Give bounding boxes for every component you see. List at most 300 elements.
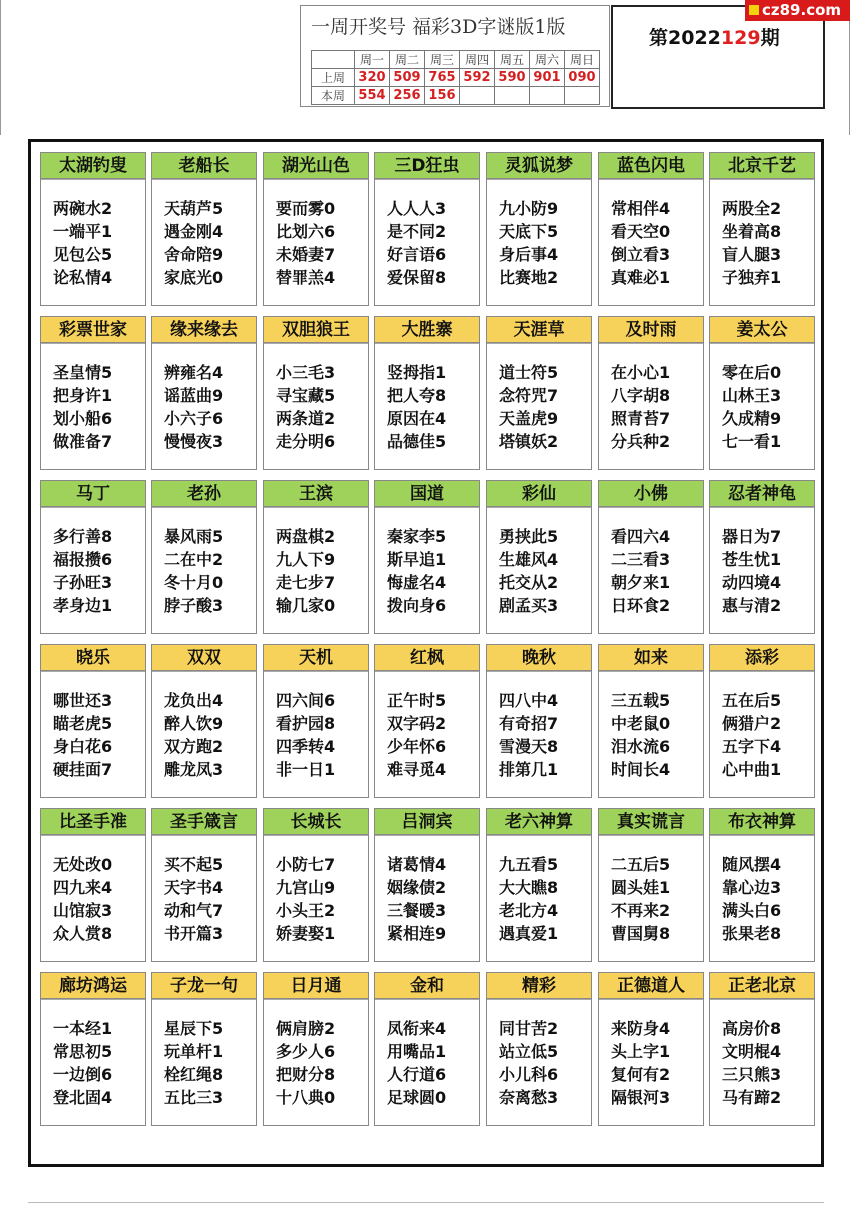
riddle-line: 头上字1 [611, 1042, 671, 1061]
riddle-line: 五在后5 [722, 691, 782, 710]
predictor-card [263, 152, 369, 306]
predictor-name: 大胜寨 [375, 317, 479, 343]
riddle-line: 走七步7 [276, 573, 336, 592]
riddle-line: 替罪羔4 [276, 268, 336, 287]
riddle-line: 正午时5 [387, 691, 447, 710]
predictor-card [598, 316, 704, 470]
predictor-card [40, 808, 146, 962]
riddle-line: 玩单杆1 [164, 1042, 224, 1061]
site-logo[interactable] [745, 0, 850, 21]
predictor-card [486, 480, 592, 634]
predictor-card [151, 316, 257, 470]
row-label: 本周 [312, 87, 355, 105]
predictor-name: 姜太公 [710, 317, 814, 343]
day-label: 周一 [355, 51, 390, 69]
predictor-name: 湖光山色 [264, 153, 368, 179]
issue-suffix: 期 [760, 27, 780, 49]
riddle-lines [264, 507, 368, 633]
riddle-lines [487, 999, 591, 1125]
issue-prefix: 第2022 [649, 27, 721, 49]
riddle-line: 一边倒6 [53, 1065, 113, 1084]
draw-number: 765 [425, 69, 460, 87]
predictor-card [598, 644, 704, 798]
riddle-line: 心中曲1 [722, 760, 782, 779]
riddle-line: 把人夸8 [387, 386, 447, 405]
riddle-line: 人人人3 [387, 199, 447, 218]
predictor-name: 北京千艺 [710, 153, 814, 179]
riddle-line: 复何有2 [611, 1065, 671, 1084]
riddle-line: 子孙旺3 [53, 573, 113, 592]
header-title: 一周开奖号 福彩3D字谜版1版 [311, 16, 566, 38]
predictor-card [263, 644, 369, 798]
riddle-line: 诸葛情4 [387, 855, 447, 874]
riddle-lines [152, 343, 256, 469]
riddle-line: 硬挂面7 [53, 760, 113, 779]
riddle-line: 坐着高8 [722, 222, 782, 241]
riddle-line: 天盖虎9 [499, 409, 559, 428]
predictor-name: 双胆狼王 [264, 317, 368, 343]
riddle-lines [375, 671, 479, 797]
riddle-line: 看四六4 [611, 527, 671, 546]
riddle-lines [41, 507, 145, 633]
riddle-line: 朝夕来1 [611, 573, 671, 592]
riddle-line: 二五后5 [611, 855, 671, 874]
riddle-line: 少年怀6 [387, 737, 447, 756]
predictor-card [263, 480, 369, 634]
riddle-lines [264, 671, 368, 797]
predictor-name: 日月通 [264, 973, 368, 999]
riddle-line: 家底光0 [164, 268, 224, 287]
predictor-name: 子龙一句 [152, 973, 256, 999]
riddle-line: 苍生忧1 [722, 550, 782, 569]
riddle-line: 一端平1 [53, 222, 113, 241]
riddle-line: 好言语6 [387, 245, 447, 264]
riddle-line: 见包公5 [53, 245, 113, 264]
riddle-lines [41, 343, 145, 469]
riddle-line: 照青苔7 [611, 409, 671, 428]
riddle-line: 器日为7 [722, 527, 782, 546]
predictor-card [486, 644, 592, 798]
riddle-line: 看护园8 [276, 714, 336, 733]
riddle-line: 四季转4 [276, 737, 336, 756]
predictor-name: 缘来缘去 [152, 317, 256, 343]
riddle-line: 有奇招7 [499, 714, 559, 733]
predictor-card [374, 152, 480, 306]
riddle-line: 拨向身6 [387, 596, 447, 615]
riddle-line: 五比三3 [164, 1088, 224, 1107]
riddle-line: 文明棍4 [722, 1042, 782, 1061]
this-week-row [312, 87, 600, 105]
riddle-line: 道士符5 [499, 363, 559, 382]
riddle-lines [487, 507, 591, 633]
riddle-line: 娇妻娶1 [276, 924, 336, 943]
day-label: 周六 [530, 51, 565, 69]
riddle-lines [264, 835, 368, 961]
predictor-card [598, 480, 704, 634]
predictor-card [486, 972, 592, 1126]
predictor-name: 正老北京 [710, 973, 814, 999]
riddle-lines [152, 835, 256, 961]
draw-number [530, 87, 565, 105]
riddle-line: 难寻觅4 [387, 760, 447, 779]
riddle-line: 动四境4 [722, 573, 782, 592]
bottom-divider [28, 1202, 824, 1203]
predictor-card [40, 152, 146, 306]
riddle-line: 孝身边1 [53, 596, 113, 615]
riddle-line: 爱保留8 [387, 268, 447, 287]
riddle-line: 二在中2 [164, 550, 224, 569]
predictor-card [709, 152, 815, 306]
predictor-name: 及时雨 [599, 317, 703, 343]
riddle-line: 品德佳5 [387, 432, 447, 451]
predictor-name: 灵狐说梦 [487, 153, 591, 179]
draw-number: 554 [355, 87, 390, 105]
riddle-line: 是不同2 [387, 222, 447, 241]
riddle-line: 三五载5 [611, 691, 671, 710]
predictor-card [374, 316, 480, 470]
riddle-line: 三餐暖3 [387, 901, 447, 920]
riddle-line: 人行道6 [387, 1065, 447, 1084]
predictor-card [151, 808, 257, 962]
riddle-line: 圆头娃1 [611, 878, 671, 897]
predictor-card [374, 480, 480, 634]
riddle-line: 老北方4 [499, 901, 559, 920]
riddle-line: 七一看1 [722, 432, 782, 451]
draw-number: 156 [425, 87, 460, 105]
riddle-lines [710, 671, 814, 797]
riddle-lines [487, 835, 591, 961]
predictor-card [263, 316, 369, 470]
riddle-line: 凤衔来4 [387, 1019, 447, 1038]
riddle-line: 大大瞧8 [499, 878, 559, 897]
riddle-line: 输几家0 [276, 596, 336, 615]
riddle-line: 天字书4 [164, 878, 224, 897]
riddle-line: 慢慢夜3 [164, 432, 224, 451]
riddle-line: 瞄老虎5 [53, 714, 113, 733]
draw-number: 320 [355, 69, 390, 87]
riddle-line: 谣蓝曲9 [164, 386, 224, 405]
riddle-lines [375, 835, 479, 961]
riddle-lines [599, 343, 703, 469]
riddle-lines [264, 343, 368, 469]
day-label: 周五 [495, 51, 530, 69]
riddle-line: 念符咒7 [499, 386, 559, 405]
predictor-card [374, 644, 480, 798]
riddle-line: 剧孟买3 [499, 596, 559, 615]
predictor-card [486, 808, 592, 962]
riddle-line: 高房价8 [722, 1019, 782, 1038]
riddle-line: 马有蹄2 [722, 1088, 782, 1107]
predictor-card [374, 972, 480, 1126]
riddle-line: 无处改0 [53, 855, 113, 874]
riddle-line: 论私情4 [53, 268, 113, 287]
day-label: 周二 [390, 51, 425, 69]
riddle-line: 双方跑2 [164, 737, 224, 756]
riddle-line: 多行善8 [53, 527, 113, 546]
draw-number: 509 [390, 69, 425, 87]
riddle-line: 真难必1 [611, 268, 671, 287]
predictor-name: 添彩 [710, 645, 814, 671]
riddle-lines [264, 999, 368, 1125]
riddle-line: 醉人饮9 [164, 714, 224, 733]
riddle-line: 天葫芦5 [164, 199, 224, 218]
riddle-line: 遇金刚4 [164, 222, 224, 241]
riddle-line: 靠心边3 [722, 878, 782, 897]
riddle-line: 小三毛3 [276, 363, 336, 382]
riddle-lines [375, 343, 479, 469]
riddle-lines [710, 507, 814, 633]
predictor-card [151, 152, 257, 306]
predictor-card [374, 808, 480, 962]
puzzle-grid [28, 139, 824, 1167]
riddle-line: 小防七7 [276, 855, 336, 874]
riddle-line: 非一日1 [276, 760, 336, 779]
riddle-lines [487, 671, 591, 797]
riddle-lines [599, 835, 703, 961]
riddle-line: 走分明6 [276, 432, 336, 451]
riddle-line: 山林王3 [722, 386, 782, 405]
riddle-line: 俩肩膀2 [276, 1019, 336, 1038]
riddle-line: 小头王2 [276, 901, 336, 920]
predictor-name: 长城长 [264, 809, 368, 835]
predictor-name: 晚秋 [487, 645, 591, 671]
riddle-lines [41, 835, 145, 961]
riddle-line: 山馆寂3 [53, 901, 113, 920]
riddle-line: 把身许1 [53, 386, 113, 405]
predictor-card [40, 972, 146, 1126]
riddle-line: 泪水流6 [611, 737, 671, 756]
riddle-lines [41, 671, 145, 797]
riddle-line: 寻宝藏5 [276, 386, 336, 405]
riddle-line: 排第几1 [499, 760, 559, 779]
riddle-line: 双字码2 [387, 714, 447, 733]
riddle-lines [710, 343, 814, 469]
riddle-line: 圣皇情5 [53, 363, 113, 382]
riddle-lines [375, 507, 479, 633]
riddle-line: 竖拇指1 [387, 363, 447, 382]
predictor-name: 国道 [375, 481, 479, 507]
riddle-line: 划小船6 [53, 409, 113, 428]
riddle-lines [710, 999, 814, 1125]
riddle-lines [152, 671, 256, 797]
predictor-card [263, 808, 369, 962]
riddle-line: 雕龙凤3 [164, 760, 224, 779]
riddle-line: 舍命陪9 [164, 245, 224, 264]
riddle-lines [710, 179, 814, 305]
predictor-name: 如来 [599, 645, 703, 671]
riddle-line: 奈离愁3 [499, 1088, 559, 1107]
riddle-line: 用嘴品1 [387, 1042, 447, 1061]
riddle-lines [152, 999, 256, 1125]
weekly-results-table [311, 50, 600, 105]
riddle-line: 身白花6 [53, 737, 113, 756]
riddle-lines [264, 179, 368, 305]
riddle-line: 随风摆4 [722, 855, 782, 874]
predictor-name: 廊坊鸿运 [41, 973, 145, 999]
predictor-name: 老孙 [152, 481, 256, 507]
riddle-line: 子独弃1 [722, 268, 782, 287]
riddle-line: 龙负出4 [164, 691, 224, 710]
riddle-line: 两碗水2 [53, 199, 113, 218]
day-label: 周日 [565, 51, 600, 69]
riddle-lines [152, 179, 256, 305]
riddle-line: 秦家李5 [387, 527, 447, 546]
draw-number: 090 [565, 69, 600, 87]
predictor-card [709, 808, 815, 962]
predictor-card [709, 644, 815, 798]
riddle-line: 勇挟此5 [499, 527, 559, 546]
riddle-line: 要而雾0 [276, 199, 336, 218]
riddle-line: 众人赏8 [53, 924, 113, 943]
predictor-name: 天机 [264, 645, 368, 671]
predictor-name: 彩票世家 [41, 317, 145, 343]
predictor-name: 蓝色闪电 [599, 153, 703, 179]
predictor-name: 双双 [152, 645, 256, 671]
riddle-line: 雪漫天8 [499, 737, 559, 756]
draw-number: 256 [390, 87, 425, 105]
riddle-lines [487, 343, 591, 469]
riddle-line: 把财分8 [276, 1065, 336, 1084]
predictor-name: 小佛 [599, 481, 703, 507]
riddle-line: 栓红绳8 [164, 1065, 224, 1084]
riddle-line: 惠与清2 [722, 596, 782, 615]
draw-number [565, 87, 600, 105]
riddle-line: 比划六6 [276, 222, 336, 241]
predictor-name: 比圣手准 [41, 809, 145, 835]
riddle-line: 四六间6 [276, 691, 336, 710]
predictor-card [709, 480, 815, 634]
predictor-name: 圣手箴言 [152, 809, 256, 835]
predictor-card [598, 972, 704, 1126]
riddle-line: 五字下4 [722, 737, 782, 756]
riddle-line: 四八中4 [499, 691, 559, 710]
predictor-card [486, 316, 592, 470]
riddle-line: 生雄风4 [499, 550, 559, 569]
predictor-name: 吕洞宾 [375, 809, 479, 835]
draw-number [495, 87, 530, 105]
riddle-line: 在小心1 [611, 363, 671, 382]
predictor-card [486, 152, 592, 306]
riddle-line: 塔镇妖2 [499, 432, 559, 451]
last-week-row [312, 69, 600, 87]
riddle-line: 姻缘债2 [387, 878, 447, 897]
riddle-line: 常相伴4 [611, 199, 671, 218]
predictor-name: 天涯草 [487, 317, 591, 343]
riddle-line: 零在后0 [722, 363, 782, 382]
issue-number-red: 129 [720, 27, 761, 49]
days-row [312, 51, 600, 69]
row-label: 上周 [312, 69, 355, 87]
predictor-card [40, 480, 146, 634]
predictor-name: 老六神算 [487, 809, 591, 835]
predictor-name: 精彩 [487, 973, 591, 999]
predictor-name: 王滨 [264, 481, 368, 507]
riddle-line: 盲人腿3 [722, 245, 782, 264]
riddle-line: 两股全2 [722, 199, 782, 218]
predictor-name: 红枫 [375, 645, 479, 671]
riddle-line: 未婚妻7 [276, 245, 336, 264]
riddle-line: 同甘苦2 [499, 1019, 559, 1038]
riddle-line: 日环食2 [611, 596, 671, 615]
riddle-line: 九人下9 [276, 550, 336, 569]
predictor-name: 真实谎言 [599, 809, 703, 835]
riddle-line: 十八典0 [276, 1088, 336, 1107]
riddle-line: 中老鼠0 [611, 714, 671, 733]
riddle-line: 足球圆0 [387, 1088, 447, 1107]
riddle-lines [375, 179, 479, 305]
issue-number [649, 23, 780, 50]
predictor-card [709, 316, 815, 470]
predictor-name: 老船长 [152, 153, 256, 179]
riddle-lines [599, 179, 703, 305]
riddle-line: 来防身4 [611, 1019, 671, 1038]
riddle-line: 紧相连9 [387, 924, 447, 943]
riddle-line: 小六子6 [164, 409, 224, 428]
predictor-card [151, 972, 257, 1126]
riddle-line: 九五看5 [499, 855, 559, 874]
day-label: 周四 [460, 51, 495, 69]
riddle-line: 哪世还3 [53, 691, 113, 710]
riddle-lines [710, 835, 814, 961]
riddle-line: 站立低5 [499, 1042, 559, 1061]
riddle-line: 满头白6 [722, 901, 782, 920]
riddle-line: 三只熊3 [722, 1065, 782, 1084]
draw-number: 592 [460, 69, 495, 87]
riddle-line: 四九来4 [53, 878, 113, 897]
draw-number: 590 [495, 69, 530, 87]
predictor-card [598, 808, 704, 962]
riddle-line: 天底下5 [499, 222, 559, 241]
predictor-name: 金和 [375, 973, 479, 999]
riddle-line: 九宫山9 [276, 878, 336, 897]
riddle-line: 久成精9 [722, 409, 782, 428]
riddle-line: 辨雍名4 [164, 363, 224, 382]
riddle-line: 托交从2 [499, 573, 559, 592]
riddle-line: 遇真爱1 [499, 924, 559, 943]
riddle-line: 隔银河3 [611, 1088, 671, 1107]
predictor-name: 忍者神龟 [710, 481, 814, 507]
predictor-card [263, 972, 369, 1126]
riddle-line: 身后事4 [499, 245, 559, 264]
riddle-line: 俩猎户2 [722, 714, 782, 733]
predictor-name: 正德道人 [599, 973, 703, 999]
riddle-line: 两条道2 [276, 409, 336, 428]
predictor-name: 马丁 [41, 481, 145, 507]
riddle-line: 不再来2 [611, 901, 671, 920]
corner-cell [312, 51, 355, 69]
logo-text: cz89.com [762, 1, 842, 19]
predictor-card [709, 972, 815, 1126]
riddle-lines [487, 179, 591, 305]
riddle-line: 冬十月0 [164, 573, 224, 592]
riddle-line: 原因在4 [387, 409, 447, 428]
draw-number [460, 87, 495, 105]
logo-square-icon [749, 5, 759, 15]
riddle-line: 小儿科6 [499, 1065, 559, 1084]
riddle-line: 二三看3 [611, 550, 671, 569]
riddle-line: 常思初5 [53, 1042, 113, 1061]
weekly-results-panel [300, 5, 610, 107]
riddle-line: 做准备7 [53, 432, 113, 451]
riddle-line: 脖子酸3 [164, 596, 224, 615]
predictor-card [40, 644, 146, 798]
riddle-lines [599, 999, 703, 1125]
riddle-line: 时间长4 [611, 760, 671, 779]
riddle-line: 曹国舅8 [611, 924, 671, 943]
riddle-line: 一本经1 [53, 1019, 113, 1038]
draw-number: 901 [530, 69, 565, 87]
riddle-lines [599, 507, 703, 633]
